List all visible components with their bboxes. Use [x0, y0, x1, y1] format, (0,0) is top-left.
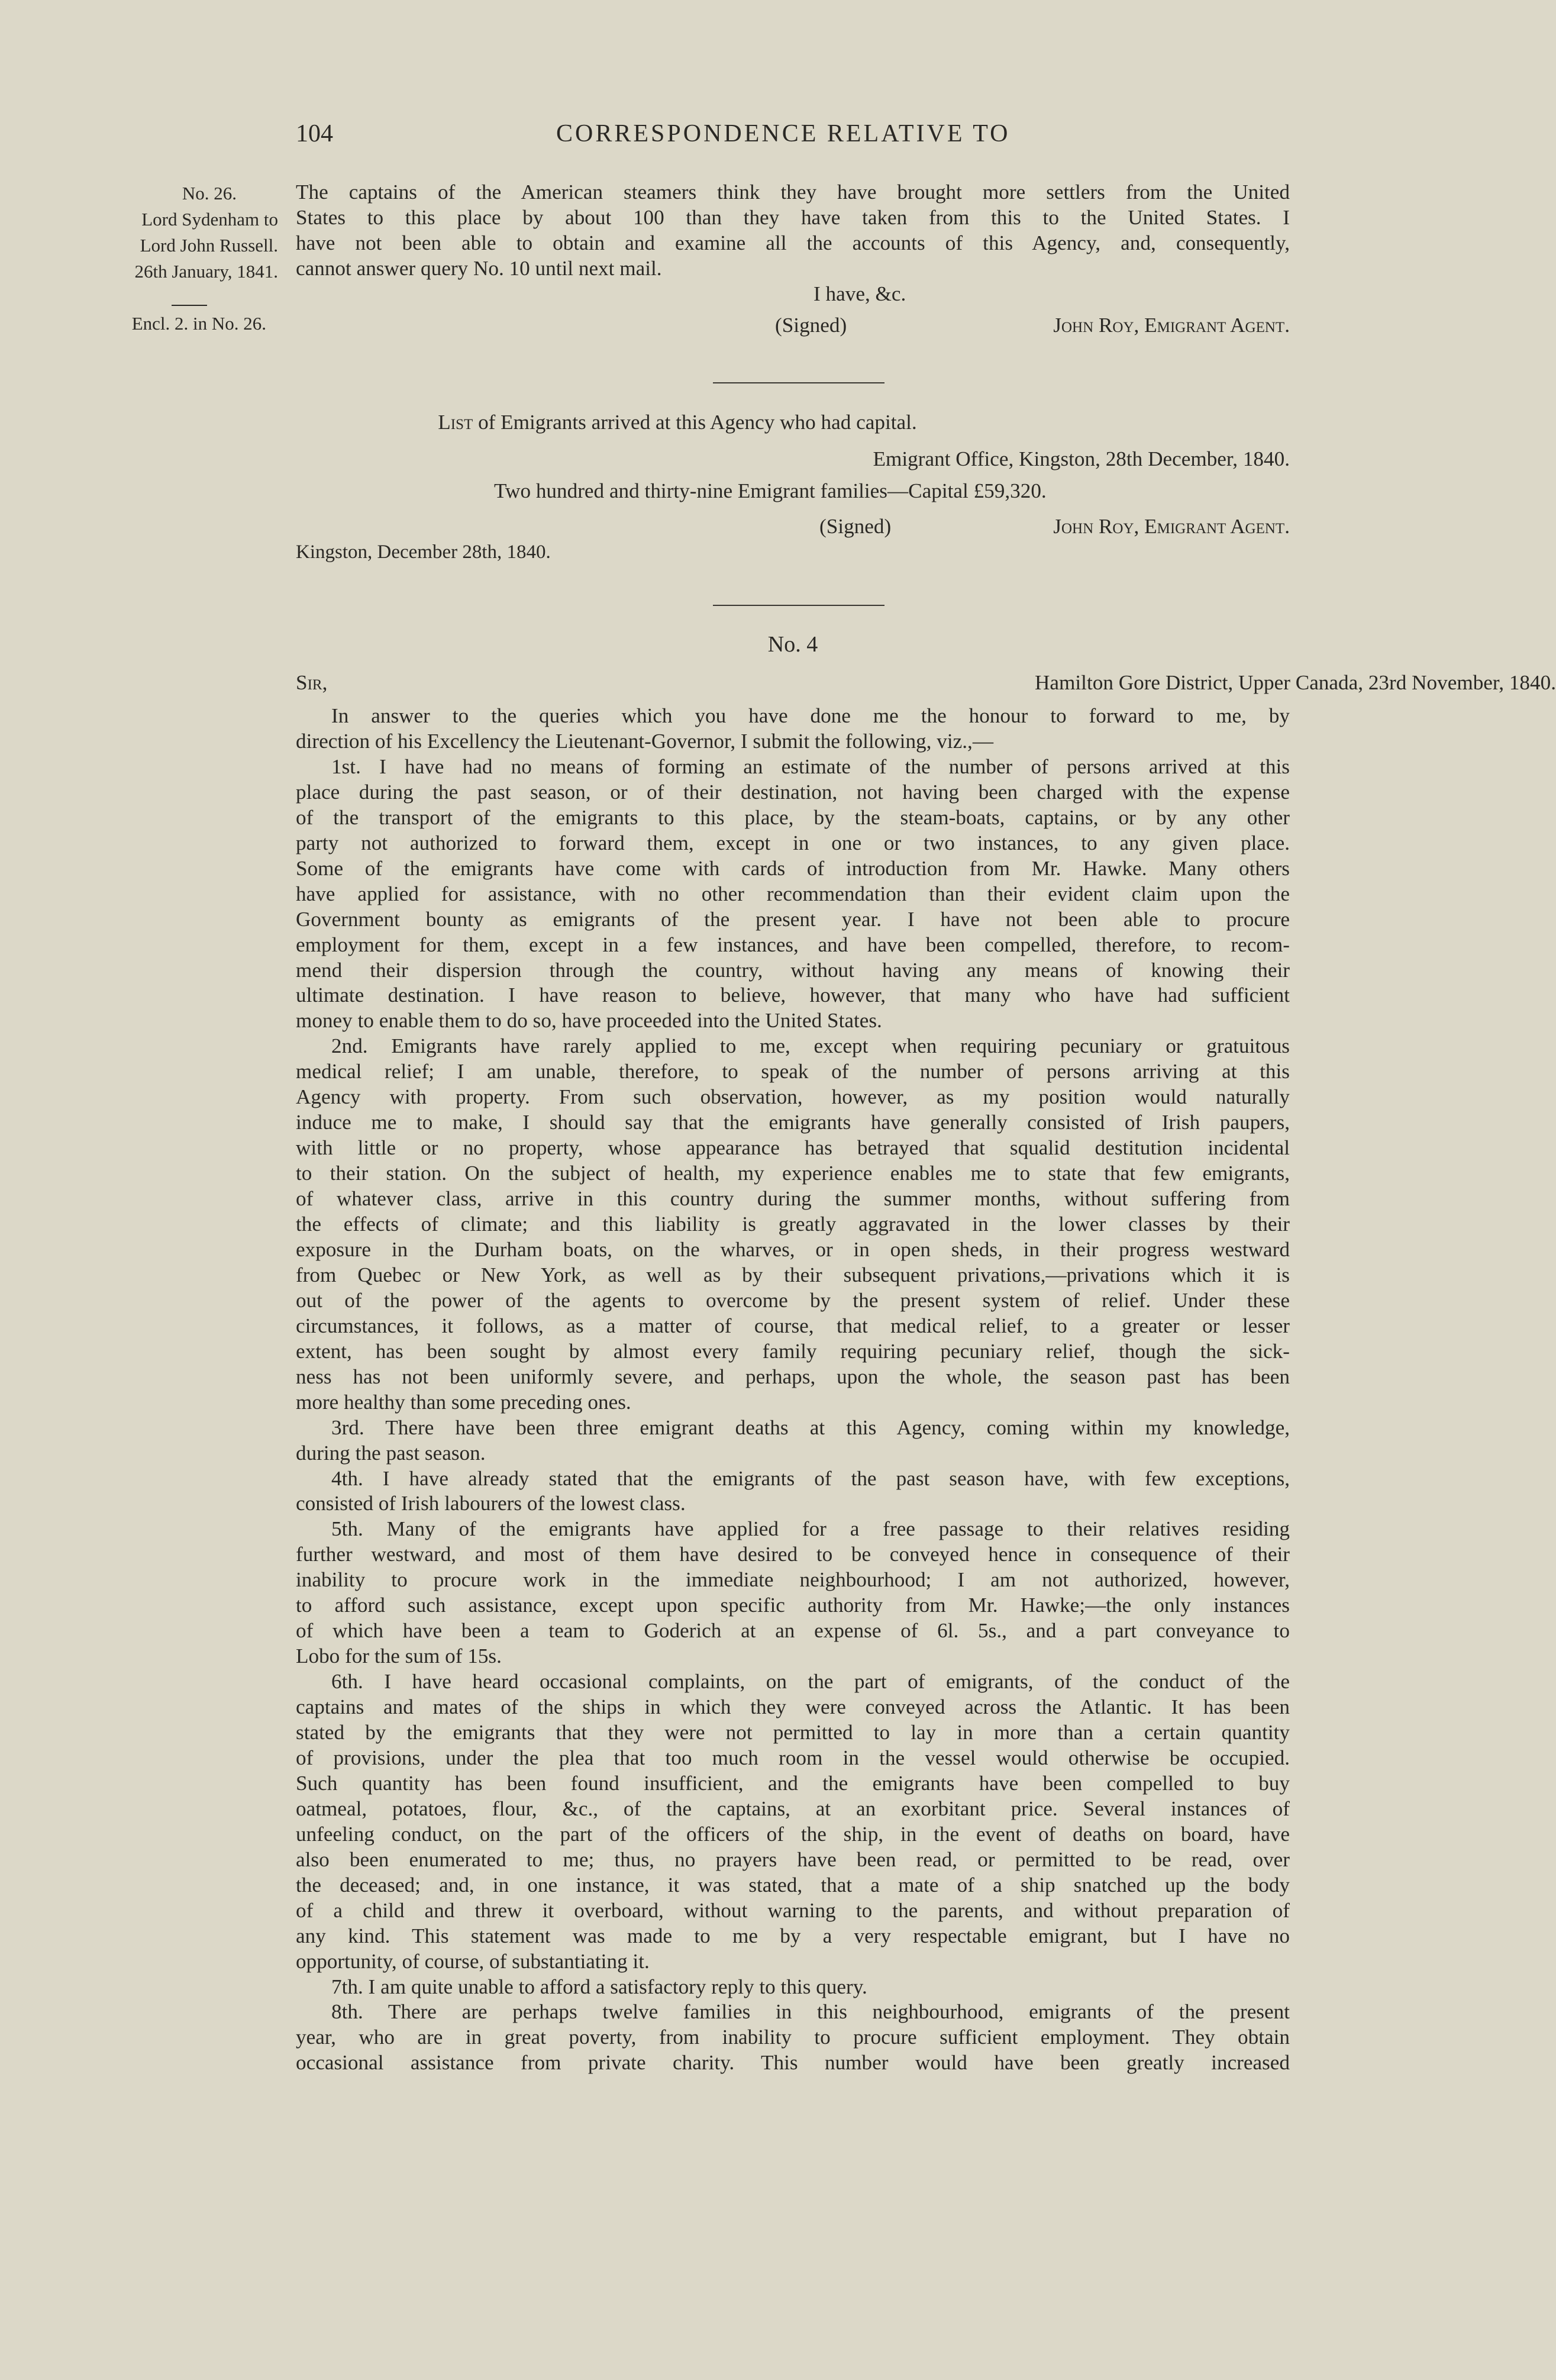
- text-line: captains and mates of the ships in which they were conveyed across the Atlantic. It has been: [296, 1695, 1290, 1719]
- section-rule: [713, 382, 884, 383]
- text-line: direction of his Excellency the Lieutenant-Governor, I submit the following, viz.,—: [296, 729, 994, 753]
- text-line: money to enable them to do so, have proceeded into the United States.: [296, 1009, 882, 1033]
- text-line: stated by the emigrants that they were not permitted to lay in more than a certain quantity: [296, 1721, 1290, 1744]
- text-line: of the transport of the emigrants to this place, by the steam-boats, captains, or by any other: [296, 805, 1290, 829]
- section-rule: [713, 605, 884, 606]
- text-line: occasional assistance from private charity. This number would have been greatly increased: [296, 2051, 1290, 2075]
- text-line: 6th. I have heard occasional complaints, on the part of emigrants, of the conduct of the: [331, 1670, 1290, 1694]
- list-office: Emigrant Office, Kingston, 28th December, 1840.: [873, 447, 1290, 470]
- salutation: Sir,: [296, 671, 328, 694]
- list-place-date: Kingston, December 28th, 1840.: [296, 541, 551, 563]
- text-line: In answer to the queries which you have done me the honour to forward to me, by: [331, 704, 1290, 727]
- list-summary: Two hundred and thirty-nine Emigrant families—Capital £59,320.: [494, 479, 1047, 502]
- margin-date: 26th January, 1841.: [134, 261, 278, 282]
- list-title-rest: of Emigrants arrived at this Agency who had capital.: [473, 411, 917, 434]
- text-line: 7th. I am quite unable to afford a satisfactory reply to this query.: [331, 1975, 867, 1998]
- margin-enclosure: Encl. 2. in No. 26.: [131, 313, 266, 334]
- text-line: induce me to make, I should say that the emigrants have generally consisted of Irish paupers,: [296, 1111, 1290, 1134]
- text-line: exposure in the Durham boats, on the wharves, or in open sheds, in their progress westward: [296, 1237, 1290, 1261]
- text-line: 4th. I have already stated that the emigrants of the past season have, with few exceptions,: [331, 1466, 1290, 1490]
- text-line: ness has not been uniformly severe, and perhaps, upon the whole, the season past has been: [296, 1365, 1290, 1388]
- text-line: The captains of the American steamers think they have brought more settlers from the United: [296, 180, 1290, 204]
- list-title-lead: List: [438, 411, 473, 434]
- text-line: during the past season.: [296, 1441, 486, 1465]
- closing: I have, &c.: [813, 282, 906, 305]
- signed-label: (Signed): [775, 314, 847, 337]
- text-line: have not been able to obtain and examine all the accounts of this Agency, and, consequently,: [296, 231, 1290, 254]
- text-line: extent, has been sought by almost every family requiring pecuniary relief, though the sick-: [296, 1339, 1290, 1363]
- page-number: 104: [296, 120, 333, 147]
- text-line: cannot answer query No. 10 until next mail.: [296, 257, 662, 280]
- letter-number: No. 4: [767, 632, 818, 657]
- text-line: Government bounty as emigrants of the present year. I have not been able to procure: [296, 907, 1290, 931]
- text-line: ultimate destination. I have reason to believe, however, that many who have had sufficient: [296, 983, 1290, 1007]
- text-line: out of the power of the agents to overcome by the present system of relief. Under these: [296, 1288, 1290, 1312]
- text-line: 5th. Many of the emigrants have applied for a free passage to their relatives residing: [331, 1517, 1290, 1541]
- dateline: Hamilton Gore District, Upper Canada, 23rd November, 1840.: [1035, 671, 1556, 694]
- text-line: party not authorized to forward them, except in one or two instances, to any given place.: [296, 831, 1290, 854]
- text-line: inability to procure work in the immediate neighbourhood; I am not authorized, however,: [296, 1568, 1290, 1592]
- text-line: 3rd. There have been three emigrant deaths at this Agency, coming within my knowledge,: [331, 1415, 1290, 1439]
- text-line: year, who are in great poverty, from inability to procure sufficient employment. They obtain: [296, 2026, 1290, 2049]
- text-line: 1st. I have had no means of forming an estimate of the number of persons arrived at this: [331, 754, 1290, 778]
- text-line: more healthy than some preceding ones.: [296, 1390, 631, 1414]
- text-line: consisted of Irish labourers of the lowest class.: [296, 1492, 686, 1515]
- text-line: States to this place by about 100 than they have taken from this to the United States. I: [296, 206, 1290, 229]
- text-line: the deceased; and, in one instance, it was stated, that a mate of a ship snatched up the body: [296, 1873, 1290, 1897]
- text-line: to their station. On the subject of health, my experience enables me to state that few emigrants,: [296, 1162, 1290, 1185]
- text-line: with little or no property, whose appearance has betrayed that squalid destitution incidental: [296, 1136, 1290, 1160]
- text-line: Lobo for the sum of 15s.: [296, 1644, 502, 1668]
- margin-from-to-1: Lord Sydenham to: [141, 209, 278, 230]
- text-line: the effects of climate; and this liability is greatly aggravated in the lower classes by their: [296, 1212, 1290, 1236]
- signed-label: (Signed): [819, 515, 892, 538]
- text-line: 8th. There are perhaps twelve families in this neighbourhood, emigrants of the present: [331, 2000, 1290, 2024]
- text-line: have applied for assistance, with no other recommendation than their evident claim upon the: [296, 882, 1290, 905]
- signature: John Roy, Emigrant Agent.: [1053, 515, 1290, 538]
- text-line: of whatever class, arrive in this country during the summer months, without suffering from: [296, 1187, 1290, 1211]
- text-line: medical relief; I am unable, therefore, to speak of the number of persons arriving at this: [296, 1060, 1290, 1083]
- text-line: to afford such assistance, except upon specific authority from Mr. Hawke;—the only instances: [296, 1594, 1290, 1617]
- text-line: of provisions, under the plea that too much room in the vessel would otherwise be occupied.: [296, 1746, 1290, 1769]
- text-line: opportunity, of course, of substantiating it.: [296, 1949, 650, 1973]
- text-line: any kind. This statement was made to me by a very respectable emigrant, but I have no: [296, 1924, 1290, 1947]
- margin-number: No. 26.: [182, 183, 237, 204]
- text-line: 2nd. Emigrants have rarely applied to me, except when requiring pecuniary or gratuitous: [331, 1034, 1290, 1058]
- text-line: place during the past season, or of their destination, not having been charged with the expense: [296, 780, 1290, 804]
- list-title: [296, 411, 1059, 434]
- text-line: mend their dispersion through the country, without having any means of knowing their: [296, 958, 1290, 982]
- text-line: Agency with property. From such observation, however, as my position would naturally: [296, 1085, 1290, 1109]
- text-line: of which have been a team to Goderich at an expense of 6l. 5s., and a part conveyance to: [296, 1619, 1290, 1643]
- margin-from-to-2: Lord John Russell.: [140, 235, 278, 256]
- text-line: unfeeling conduct, on the part of the officers of the ship, in the event of deaths on board, have: [296, 1822, 1290, 1846]
- text-line: circumstances, it follows, as a matter of course, that medical relief, to a greater or lesser: [296, 1314, 1290, 1337]
- page-header: [296, 120, 1284, 155]
- text-line: employment for them, except in a few instances, and have been compelled, therefore, to recom-: [296, 933, 1290, 956]
- text-line: of a child and threw it overboard, without warning to the parents, and without preparation of: [296, 1898, 1290, 1922]
- margin-rule: [172, 305, 207, 306]
- text-line: oatmeal, potatoes, flour, &c., of the captains, at an exorbitant price. Several instances of: [296, 1797, 1290, 1820]
- text-line: Some of the emigrants have come with cards of introduction from Mr. Hawke. Many others: [296, 856, 1290, 880]
- text-line: also been enumerated to me; thus, no prayers have been read, or permitted to be read, over: [296, 1847, 1290, 1871]
- text-line: Such quantity has been found insufficient, and the emigrants have been compelled to buy: [296, 1771, 1290, 1795]
- text-line: further westward, and most of them have desired to be conveyed hence in consequence of their: [296, 1543, 1290, 1566]
- text-line: from Quebec or New York, as well as by their subsequent privations,—privations which it is: [296, 1263, 1290, 1286]
- signature: John Roy, Emigrant Agent.: [1053, 314, 1290, 337]
- running-title: CORRESPONDENCE RELATIVE TO: [556, 120, 1011, 147]
